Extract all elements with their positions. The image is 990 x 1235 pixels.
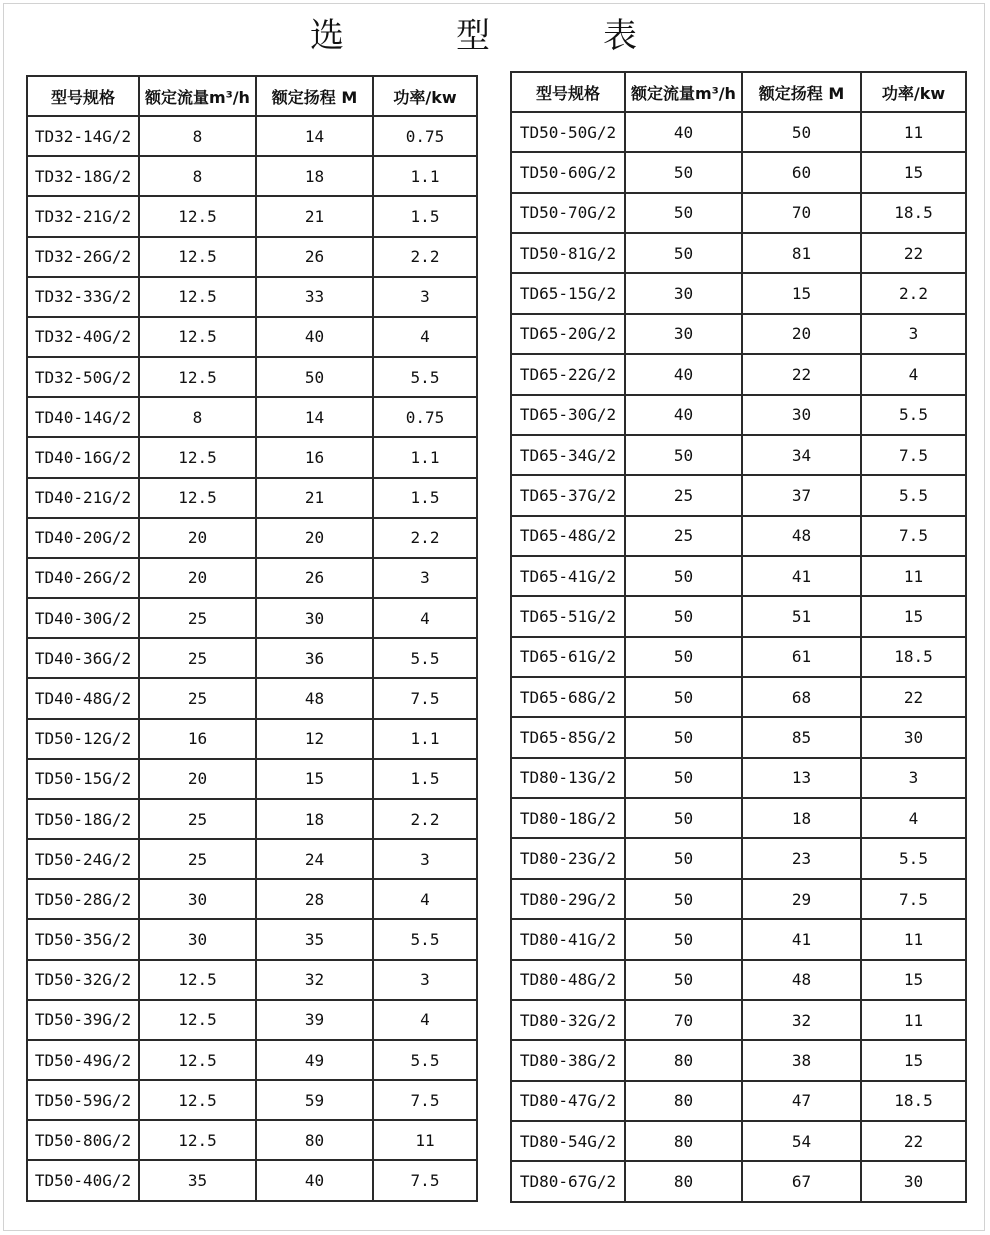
cell-model: TD40-30G/2 (27, 598, 139, 638)
table-row (511, 354, 966, 394)
cell-model: TD65-51G/2 (511, 596, 625, 636)
cell-flow: 25 (625, 516, 742, 556)
cell-head: 20 (256, 518, 373, 558)
cell-power: 3 (373, 839, 477, 879)
cell-head: 54 (742, 1121, 861, 1161)
cell-flow: 70 (625, 1000, 742, 1040)
table-row (27, 799, 477, 839)
cell-flow: 80 (625, 1081, 742, 1121)
table-row (27, 437, 477, 477)
cell-head: 41 (742, 919, 861, 959)
cell-flow: 12.5 (139, 1080, 256, 1120)
header-head: 额定扬程 M (256, 76, 373, 116)
cell-flow: 50 (625, 758, 742, 798)
cell-flow: 12.5 (139, 437, 256, 477)
table-row (511, 475, 966, 515)
table-header-row (27, 76, 477, 116)
cell-head: 21 (256, 196, 373, 236)
cell-flow: 8 (139, 156, 256, 196)
cell-model: TD65-34G/2 (511, 435, 625, 475)
table-row (511, 516, 966, 556)
cell-power: 7.5 (861, 435, 966, 475)
table-row (27, 1000, 477, 1040)
table-row (27, 960, 477, 1000)
cell-head: 14 (256, 397, 373, 437)
cell-model: TD50-39G/2 (27, 1000, 139, 1040)
cell-power: 1.1 (373, 437, 477, 477)
cell-flow: 20 (139, 518, 256, 558)
cell-flow: 12.5 (139, 960, 256, 1000)
cell-model: TD50-12G/2 (27, 719, 139, 759)
cell-model: TD40-36G/2 (27, 638, 139, 678)
cell-power: 1.5 (373, 759, 477, 799)
table-row (27, 558, 477, 598)
cell-flow: 25 (139, 598, 256, 638)
page-title (0, 14, 990, 58)
cell-flow: 12.5 (139, 277, 256, 317)
cell-model: TD65-48G/2 (511, 516, 625, 556)
cell-head: 36 (256, 638, 373, 678)
cell-power: 5.5 (373, 638, 477, 678)
cell-model: TD80-48G/2 (511, 960, 625, 1000)
cell-power: 7.5 (373, 1080, 477, 1120)
cell-flow: 25 (139, 638, 256, 678)
cell-head: 18 (742, 798, 861, 838)
table-row (27, 719, 477, 759)
selection-table-right (510, 71, 967, 1203)
table-row (27, 678, 477, 718)
cell-flow: 80 (625, 1161, 742, 1202)
cell-head: 39 (256, 1000, 373, 1040)
table-row (511, 798, 966, 838)
cell-model: TD40-16G/2 (27, 437, 139, 477)
cell-flow: 35 (139, 1160, 256, 1201)
table-row (511, 273, 966, 313)
cell-model: TD65-15G/2 (511, 273, 625, 313)
cell-model: TD80-38G/2 (511, 1040, 625, 1080)
cell-model: TD40-26G/2 (27, 558, 139, 598)
table-row (511, 596, 966, 636)
cell-head: 29 (742, 879, 861, 919)
cell-flow: 12.5 (139, 237, 256, 277)
cell-flow: 30 (625, 273, 742, 313)
cell-flow: 12.5 (139, 478, 256, 518)
table-row (27, 1160, 477, 1201)
cell-head: 15 (742, 273, 861, 313)
table-row (511, 838, 966, 878)
cell-model: TD65-61G/2 (511, 637, 625, 677)
cell-power: 18.5 (861, 637, 966, 677)
cell-power: 2.2 (373, 237, 477, 277)
cell-head: 59 (256, 1080, 373, 1120)
cell-head: 48 (256, 678, 373, 718)
cell-head: 20 (742, 314, 861, 354)
cell-model: TD80-18G/2 (511, 798, 625, 838)
cell-power: 0.75 (373, 116, 477, 156)
table-row (511, 1121, 966, 1161)
table-row (27, 397, 477, 437)
cell-model: TD50-80G/2 (27, 1120, 139, 1160)
cell-head: 35 (256, 919, 373, 959)
table-row (511, 395, 966, 435)
table-row (27, 879, 477, 919)
table-row (511, 677, 966, 717)
cell-flow: 50 (625, 879, 742, 919)
table-row (511, 314, 966, 354)
cell-head: 12 (256, 719, 373, 759)
title-char-2: 型 (456, 16, 492, 56)
cell-flow: 50 (625, 596, 742, 636)
cell-head: 81 (742, 233, 861, 273)
cell-model: TD80-41G/2 (511, 919, 625, 959)
header-model: 型号规格 (511, 72, 625, 112)
cell-head: 40 (256, 317, 373, 357)
cell-power: 7.5 (861, 879, 966, 919)
cell-power: 2.2 (373, 518, 477, 558)
cell-head: 70 (742, 193, 861, 233)
cell-model: TD50-32G/2 (27, 960, 139, 1000)
cell-model: TD50-18G/2 (27, 799, 139, 839)
cell-power: 4 (373, 879, 477, 919)
cell-flow: 40 (625, 395, 742, 435)
cell-head: 47 (742, 1081, 861, 1121)
cell-model: TD32-14G/2 (27, 116, 139, 156)
cell-head: 51 (742, 596, 861, 636)
title-char-3: 表 (603, 16, 639, 56)
cell-flow: 40 (625, 354, 742, 394)
cell-head: 26 (256, 237, 373, 277)
cell-model: TD50-15G/2 (27, 759, 139, 799)
cell-head: 13 (742, 758, 861, 798)
cell-power: 18.5 (861, 193, 966, 233)
cell-power: 3 (373, 960, 477, 1000)
cell-model: TD50-59G/2 (27, 1080, 139, 1120)
cell-flow: 50 (625, 556, 742, 596)
cell-power: 3 (373, 277, 477, 317)
cell-model: TD32-50G/2 (27, 357, 139, 397)
cell-power: 4 (861, 798, 966, 838)
cell-power: 4 (861, 354, 966, 394)
header-model: 型号规格 (27, 76, 139, 116)
cell-power: 3 (861, 758, 966, 798)
table-row (511, 556, 966, 596)
cell-flow: 20 (139, 558, 256, 598)
cell-power: 15 (861, 596, 966, 636)
cell-model: TD65-41G/2 (511, 556, 625, 596)
cell-flow: 12.5 (139, 196, 256, 236)
cell-model: TD32-40G/2 (27, 317, 139, 357)
table-row (27, 759, 477, 799)
cell-head: 37 (742, 475, 861, 515)
cell-flow: 12.5 (139, 1120, 256, 1160)
cell-power: 0.75 (373, 397, 477, 437)
cell-power: 5.5 (861, 475, 966, 515)
header-power: 功率/kw (861, 72, 966, 112)
table-row (511, 1000, 966, 1040)
cell-power: 5.5 (373, 1040, 477, 1080)
table-row (511, 435, 966, 475)
cell-head: 67 (742, 1161, 861, 1202)
cell-head: 14 (256, 116, 373, 156)
table-row (511, 1040, 966, 1080)
cell-flow: 80 (625, 1121, 742, 1161)
cell-power: 7.5 (373, 1160, 477, 1201)
cell-model: TD50-81G/2 (511, 233, 625, 273)
table-row (511, 152, 966, 192)
cell-power: 1.1 (373, 719, 477, 759)
cell-flow: 50 (625, 838, 742, 878)
cell-flow: 25 (139, 839, 256, 879)
table-row (511, 637, 966, 677)
cell-model: TD65-22G/2 (511, 354, 625, 394)
table-row (511, 112, 966, 152)
cell-model: TD80-13G/2 (511, 758, 625, 798)
cell-power: 15 (861, 960, 966, 1000)
cell-head: 32 (742, 1000, 861, 1040)
cell-power: 15 (861, 1040, 966, 1080)
cell-power: 11 (861, 556, 966, 596)
cell-flow: 50 (625, 960, 742, 1000)
header-flow: 额定流量m³/h (139, 76, 256, 116)
cell-head: 32 (256, 960, 373, 1000)
cell-flow: 30 (625, 314, 742, 354)
cell-head: 34 (742, 435, 861, 475)
cell-head: 30 (742, 395, 861, 435)
cell-power: 3 (373, 558, 477, 598)
cell-model: TD50-35G/2 (27, 919, 139, 959)
cell-power: 3 (861, 314, 966, 354)
cell-flow: 50 (625, 193, 742, 233)
cell-power: 4 (373, 598, 477, 638)
cell-model: TD80-32G/2 (511, 1000, 625, 1040)
cell-flow: 12.5 (139, 357, 256, 397)
cell-model: TD50-50G/2 (511, 112, 625, 152)
cell-flow: 50 (625, 717, 742, 757)
cell-head: 28 (256, 879, 373, 919)
cell-model: TD65-37G/2 (511, 475, 625, 515)
cell-flow: 50 (625, 919, 742, 959)
cell-model: TD80-67G/2 (511, 1161, 625, 1202)
cell-power: 1.5 (373, 478, 477, 518)
cell-flow: 12.5 (139, 1000, 256, 1040)
cell-model: TD65-85G/2 (511, 717, 625, 757)
cell-power: 2.2 (373, 799, 477, 839)
cell-flow: 25 (625, 475, 742, 515)
cell-flow: 16 (139, 719, 256, 759)
cell-flow: 50 (625, 637, 742, 677)
table-row (27, 598, 477, 638)
table-row (27, 1080, 477, 1120)
cell-flow: 8 (139, 116, 256, 156)
cell-flow: 25 (139, 799, 256, 839)
cell-flow: 50 (625, 233, 742, 273)
cell-power: 30 (861, 1161, 966, 1202)
cell-power: 30 (861, 717, 966, 757)
cell-model: TD80-47G/2 (511, 1081, 625, 1121)
cell-flow: 25 (139, 678, 256, 718)
cell-model: TD32-21G/2 (27, 196, 139, 236)
cell-power: 15 (861, 152, 966, 192)
cell-model: TD32-33G/2 (27, 277, 139, 317)
cell-model: TD50-28G/2 (27, 879, 139, 919)
cell-model: TD40-14G/2 (27, 397, 139, 437)
cell-head: 24 (256, 839, 373, 879)
table-row (27, 317, 477, 357)
header-head: 额定扬程 M (742, 72, 861, 112)
table-row (27, 237, 477, 277)
cell-model: TD65-20G/2 (511, 314, 625, 354)
cell-head: 41 (742, 556, 861, 596)
cell-power: 5.5 (861, 838, 966, 878)
cell-power: 7.5 (373, 678, 477, 718)
cell-model: TD50-40G/2 (27, 1160, 139, 1201)
cell-power: 7.5 (861, 516, 966, 556)
cell-head: 26 (256, 558, 373, 598)
cell-model: TD32-18G/2 (27, 156, 139, 196)
cell-power: 11 (861, 1000, 966, 1040)
cell-head: 21 (256, 478, 373, 518)
cell-model: TD40-21G/2 (27, 478, 139, 518)
table-row (511, 1081, 966, 1121)
cell-head: 40 (256, 1160, 373, 1201)
cell-flow: 50 (625, 435, 742, 475)
cell-power: 1.1 (373, 156, 477, 196)
table-row (27, 638, 477, 678)
cell-model: TD80-54G/2 (511, 1121, 625, 1161)
table-row (511, 193, 966, 233)
cell-head: 18 (256, 799, 373, 839)
cell-model: TD50-70G/2 (511, 193, 625, 233)
table-row (511, 1161, 966, 1202)
table-row (27, 518, 477, 558)
cell-power: 4 (373, 1000, 477, 1040)
cell-power: 5.5 (861, 395, 966, 435)
cell-head: 50 (256, 357, 373, 397)
cell-model: TD50-24G/2 (27, 839, 139, 879)
cell-head: 23 (742, 838, 861, 878)
cell-head: 61 (742, 637, 861, 677)
table-row (27, 1120, 477, 1160)
cell-power: 4 (373, 317, 477, 357)
cell-power: 11 (373, 1120, 477, 1160)
cell-head: 18 (256, 156, 373, 196)
cell-flow: 30 (139, 919, 256, 959)
cell-flow: 80 (625, 1040, 742, 1080)
cell-flow: 12.5 (139, 1040, 256, 1080)
cell-flow: 50 (625, 798, 742, 838)
cell-model: TD65-30G/2 (511, 395, 625, 435)
cell-head: 48 (742, 960, 861, 1000)
table-row (27, 357, 477, 397)
cell-power: 1.5 (373, 196, 477, 236)
cell-head: 49 (256, 1040, 373, 1080)
cell-head: 30 (256, 598, 373, 638)
cell-power: 22 (861, 233, 966, 273)
cell-flow: 30 (139, 879, 256, 919)
cell-flow: 12.5 (139, 317, 256, 357)
cell-model: TD40-48G/2 (27, 678, 139, 718)
table-row (511, 758, 966, 798)
cell-power: 18.5 (861, 1081, 966, 1121)
table-row (27, 277, 477, 317)
cell-flow: 50 (625, 677, 742, 717)
cell-head: 38 (742, 1040, 861, 1080)
cell-model: TD80-23G/2 (511, 838, 625, 878)
cell-model: TD40-20G/2 (27, 518, 139, 558)
selection-table-left (26, 75, 478, 1202)
cell-power: 2.2 (861, 273, 966, 313)
cell-head: 80 (256, 1120, 373, 1160)
table-row (27, 196, 477, 236)
cell-flow: 50 (625, 152, 742, 192)
cell-head: 68 (742, 677, 861, 717)
cell-power: 11 (861, 919, 966, 959)
table-row (511, 879, 966, 919)
cell-head: 16 (256, 437, 373, 477)
cell-power: 22 (861, 1121, 966, 1161)
title-char-1: 选 (310, 16, 346, 56)
cell-power: 11 (861, 112, 966, 152)
cell-head: 33 (256, 277, 373, 317)
table-row (511, 960, 966, 1000)
cell-head: 48 (742, 516, 861, 556)
cell-power: 22 (861, 677, 966, 717)
table-row (511, 919, 966, 959)
cell-model: TD50-49G/2 (27, 1040, 139, 1080)
cell-flow: 8 (139, 397, 256, 437)
table-row (27, 478, 477, 518)
cell-head: 50 (742, 112, 861, 152)
table-row (27, 839, 477, 879)
cell-head: 22 (742, 354, 861, 394)
table-row (27, 156, 477, 196)
cell-model: TD32-26G/2 (27, 237, 139, 277)
cell-power: 5.5 (373, 357, 477, 397)
cell-head: 60 (742, 152, 861, 192)
cell-model: TD50-60G/2 (511, 152, 625, 192)
table-header-row (511, 72, 966, 112)
table-row (27, 919, 477, 959)
cell-power: 5.5 (373, 919, 477, 959)
table-row (27, 1040, 477, 1080)
table-row (511, 233, 966, 273)
cell-model: TD80-29G/2 (511, 879, 625, 919)
cell-flow: 20 (139, 759, 256, 799)
header-flow: 额定流量m³/h (625, 72, 742, 112)
cell-head: 85 (742, 717, 861, 757)
table-row (27, 116, 477, 156)
cell-model: TD65-68G/2 (511, 677, 625, 717)
cell-head: 15 (256, 759, 373, 799)
header-power: 功率/kw (373, 76, 477, 116)
table-row (511, 717, 966, 757)
cell-flow: 40 (625, 112, 742, 152)
